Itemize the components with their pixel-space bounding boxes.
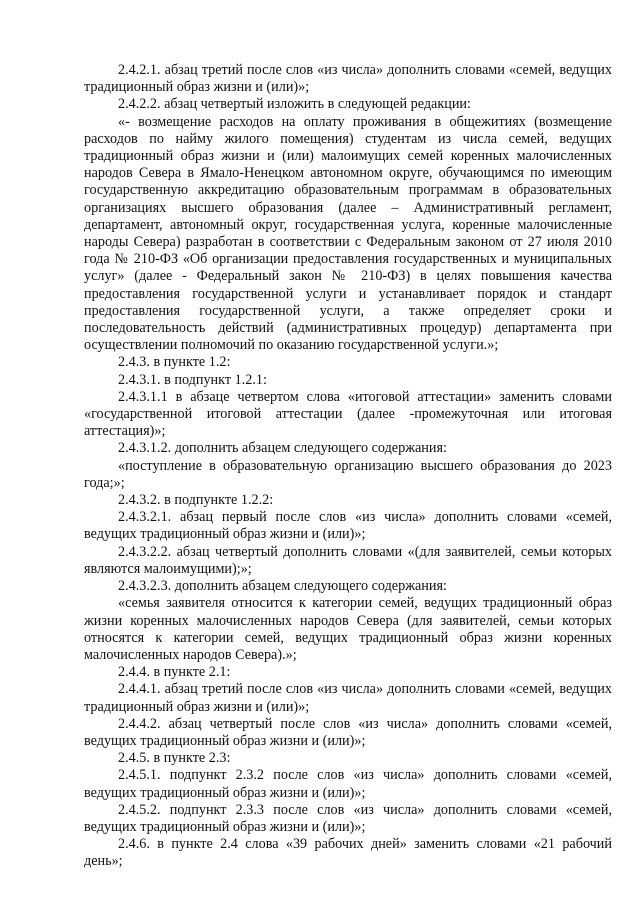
paragraph-2-4-4-2: 2.4.4.2. абзац четвертый после слов «из числа» дополнить словами «семей, ведущих традиционный образ жизни и (или)»; — [84, 715, 612, 749]
paragraph-2-4-2-2: 2.4.2.2. абзац четвертый изложить в следующей редакции: — [118, 96, 471, 113]
paragraph-quoted-addition-1: «поступление в образовательную организацию высшего образования до 2023 года;»; — [84, 457, 612, 491]
paragraph-2-4-6: 2.4.6. в пункте 2.4 слова «39 рабочих дней» заменить словами «21 рабочий день»; — [84, 836, 612, 870]
paragraph-2-4-3: 2.4.3. в пункте 1.2: — [118, 354, 231, 371]
paragraph-2-4-5-1: 2.4.5.1. подпункт 2.3.2 после слов «из числа» дополнить словами «семей, ведущих традиционный образ жизни и (или)»; — [84, 767, 612, 801]
paragraph-2-4-3-1: 2.4.3.1. в подпункт 1.2.1: — [118, 371, 267, 388]
paragraph-2-4-3-2: 2.4.3.2. в подпункте 1.2.2: — [118, 492, 274, 509]
paragraph-quoted-addition-2: «семья заявителя относится к категории семей, ведущих традиционный образ жизни коренных малочисленных народов Севера (для заявителей, семьи которых относятся к категории семей, ведущих традиционный образ жизни коренных малочисленных народов Севера).»; — [84, 595, 612, 663]
document-body — [84, 62, 612, 871]
paragraph-2-4-3-1-2: 2.4.3.1.2. дополнить абзацем следующего содержания: — [118, 440, 447, 457]
paragraph-2-4-4-1: 2.4.4.1. абзац третий после слов «из числа» дополнить словами «семей, ведущих традиционный образ жизни и (или)»; — [84, 681, 612, 715]
paragraph-quoted-amendment: «- возмещение расходов на оплату проживания в общежитиях (возмещение расходов по найму жилого помещения) студентам из числа семей, ведущих традиционный образ жизни и (или) малоимущих семей коренных малочисленных народов Севера в Ямало-Ненецком автономном округе, обучающимся по имеющим государственную аккредитацию образовательным программам в образовательных организациях высшего образования (далее – Административный регламент, департамент, автономный округ, государственная услуга, коренные малочисленные народы Севера) разработан в соответствии с Федеральным законом от 27 июля 2010 года № 210-ФЗ «Об организации предоставления государственных и муниципальных услуг» (далее - Федеральный закон № 210-ФЗ) в целях повышения качества предоставления государственной услуги и устанавливает порядок и стандарт предоставления государственной услуги, а также определяет сроки и последовательность действий (административных процедур) департамента при осуществлении полномочий по оказанию государственной услуги.»; — [84, 113, 612, 354]
paragraph-2-4-5: 2.4.5. в пункте 2.3: — [118, 750, 231, 767]
paragraph-2-4-3-1-1: 2.4.3.1.1 в абзаце четвертом слова «итоговой аттестации» заменить словами «государственной итоговой аттестации (далее -промежуточная или итоговая аттестация)»; — [84, 388, 612, 440]
paragraph-2-4-2-1: 2.4.2.1. абзац третий после слов «из числа» дополнить словами «семей, ведущих традиционный образ жизни и (или)»; — [84, 62, 612, 96]
paragraph-2-4-3-2-3: 2.4.3.2.3. дополнить абзацем следующего содержания: — [118, 578, 447, 595]
paragraph-2-4-3-2-1: 2.4.3.2.1. абзац первый после слов «из числа» дополнить словами «семей, ведущих традиционный образ жизни и (или)»; — [84, 509, 612, 543]
paragraph-2-4-4: 2.4.4. в пункте 2.1: — [118, 664, 231, 681]
paragraph-2-4-5-2: 2.4.5.2. подпункт 2.3.3 после слов «из числа» дополнить словами «семей, ведущих традиционный образ жизни и (или)»; — [84, 801, 612, 835]
paragraph-2-4-3-2-2: 2.4.3.2.2. абзац четвертый дополнить словами «(для заявителей, семьи которых являются малоимущими);»; — [84, 543, 612, 577]
